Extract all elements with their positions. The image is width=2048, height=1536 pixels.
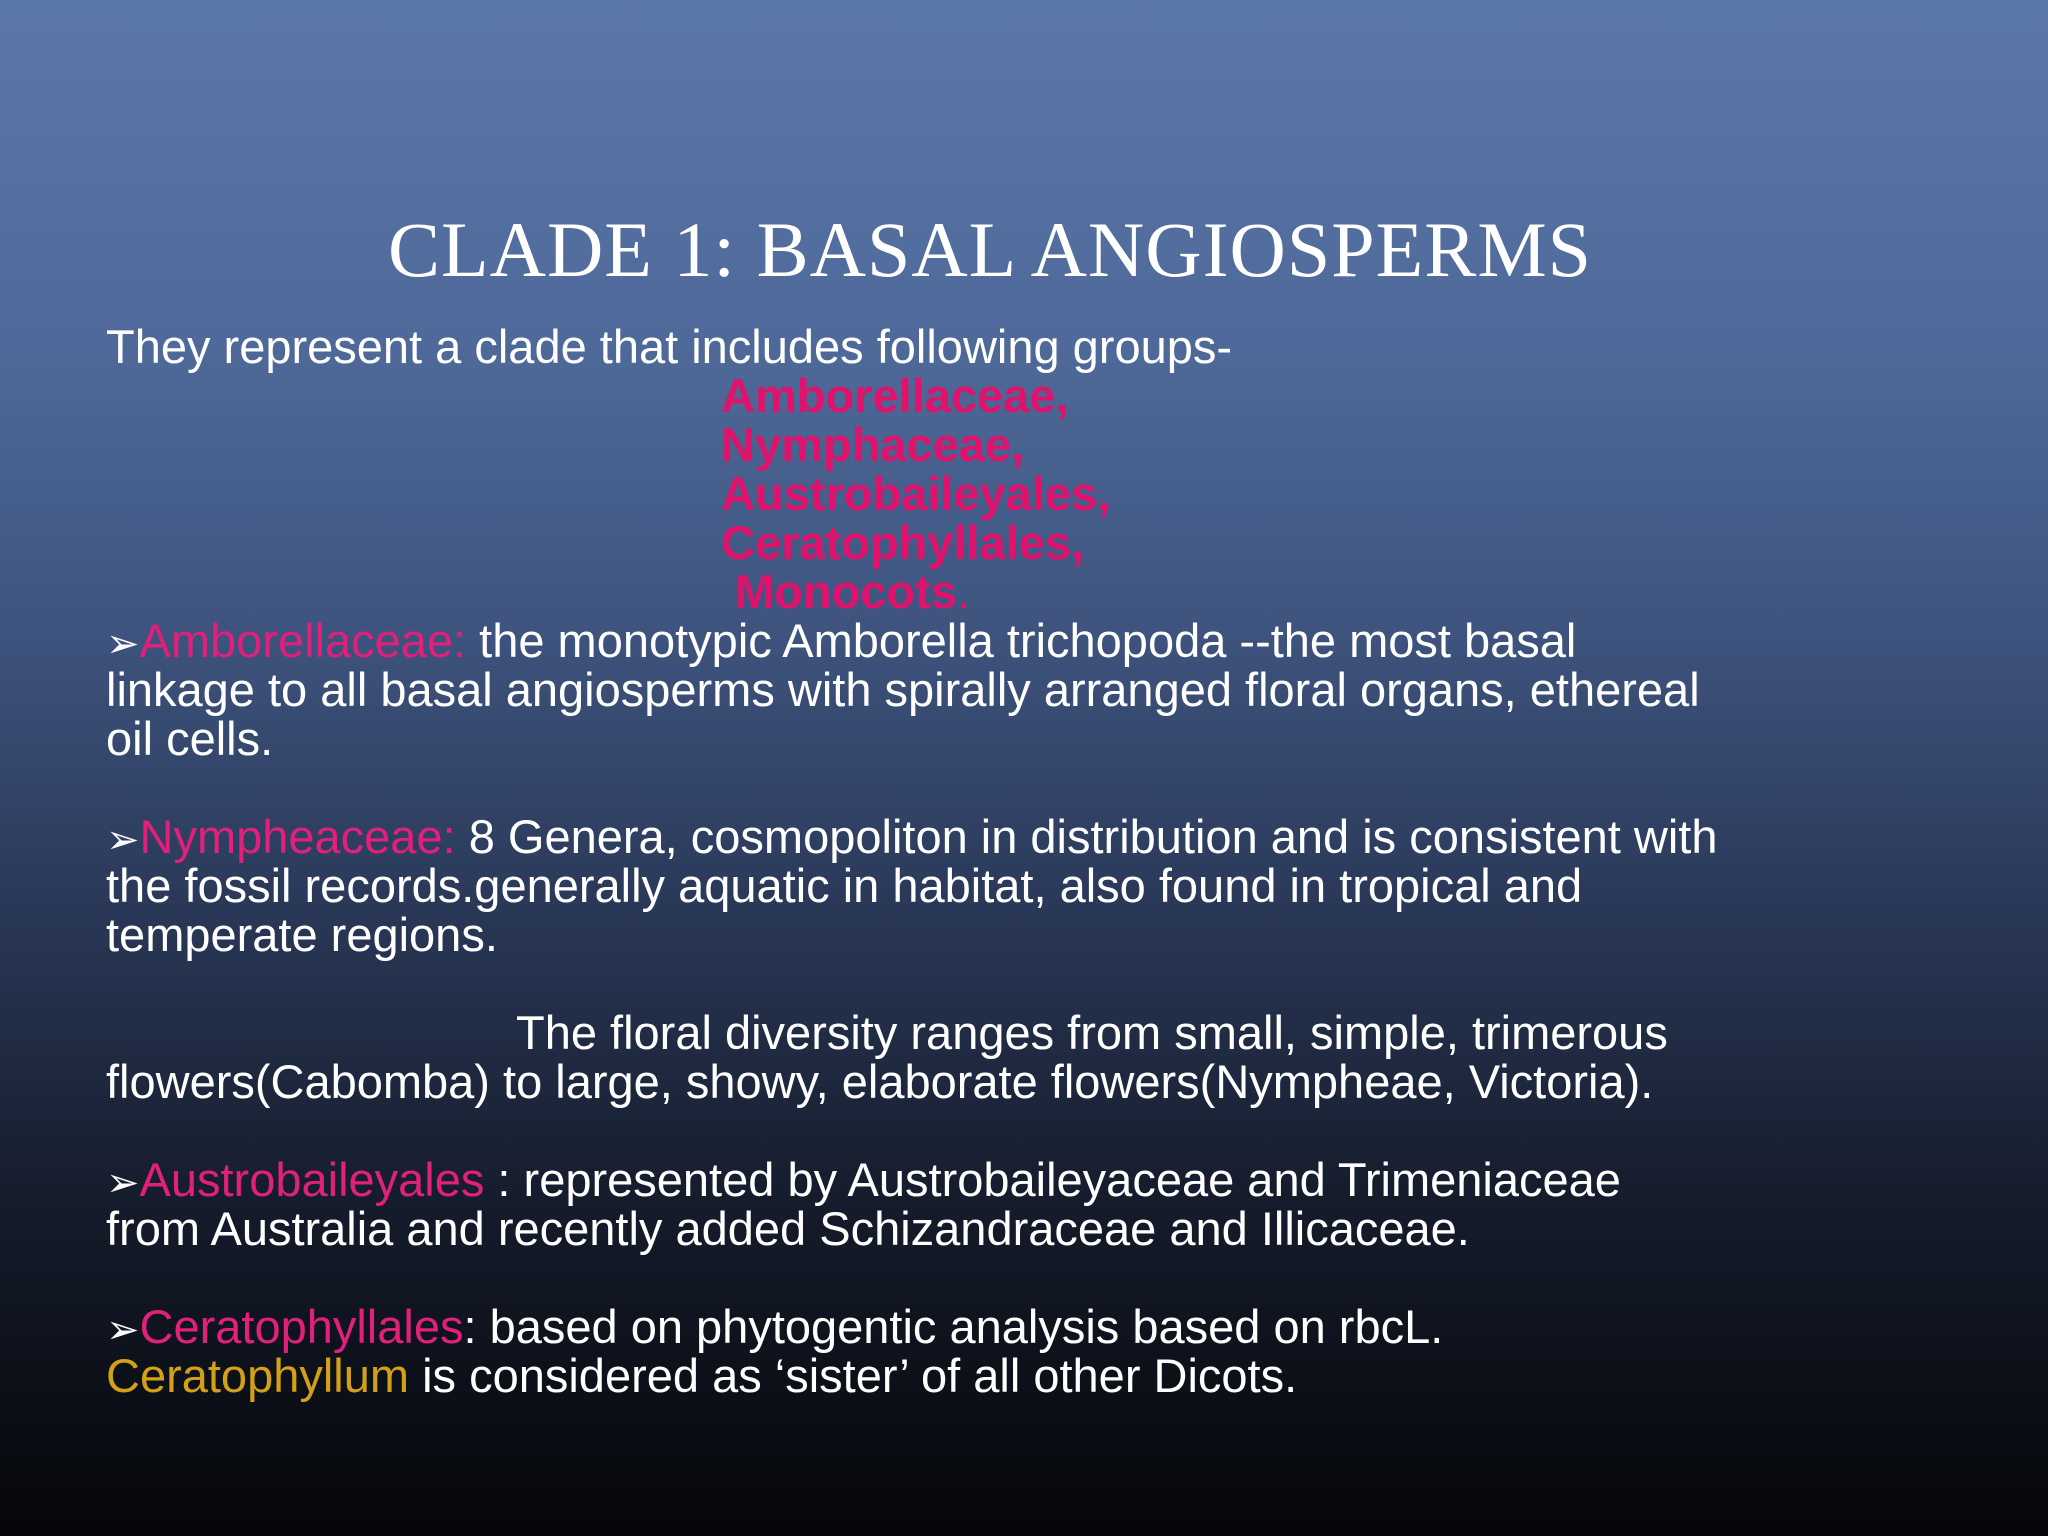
- group-item: Ceratophyllales,: [721, 516, 1085, 569]
- bullet-text-line: linkage to all basal angiosperms with spirally arranged floral organs, ethereal: [106, 663, 1700, 716]
- group-item: Austrobaileyales,: [721, 467, 1111, 520]
- bullet-term: Austrobaileyales: [139, 1153, 485, 1206]
- bullet-text-line: from Australia and recently added Schizandraceae and Illicaceae.: [106, 1202, 1470, 1255]
- slide-body: [106, 322, 1986, 1400]
- group-item-label: Monocots: [735, 565, 957, 618]
- bullet-text-line: [106, 1351, 1986, 1400]
- group-item: Nymphaceae,: [721, 418, 1025, 471]
- arrow-bullet-icon: ➢: [106, 622, 140, 666]
- spacer: [106, 959, 1986, 1008]
- bullet-text: 8 Genera, cosmopoliton in distribution and is consistent with: [455, 810, 1718, 863]
- bullet-term: Ceratophyllales: [139, 1300, 464, 1353]
- bullet-text: the monotypic Amborella trichopoda --the most basal: [466, 614, 1577, 667]
- group-item: Amborellaceae,: [721, 369, 1069, 422]
- bullet-amborellaceae: [106, 616, 1986, 665]
- bullet-text-line: oil cells.: [106, 712, 274, 765]
- group-list: [106, 371, 1986, 616]
- slide-title: CLADE 1: BASAL ANGIOSPERMS: [387, 206, 1593, 293]
- arrow-bullet-icon: ➢: [106, 1161, 140, 1205]
- bullet-austrobaileyales: [106, 1155, 1986, 1204]
- genus-name: Ceratophyllum: [106, 1349, 410, 1402]
- group-item-monocots: [721, 567, 1986, 616]
- arrow-bullet-icon: ➢: [106, 1308, 140, 1352]
- spacer: [106, 763, 1986, 812]
- bullet-text: : represented by Austrobaileyaceae and Trimeniaceae: [484, 1153, 1621, 1206]
- bullet-text: is considered as ‘sister’ of all other Dicots.: [409, 1349, 1298, 1402]
- spacer: [106, 1253, 1986, 1302]
- bullet-text-line: flowers(Cabomba) to large, showy, elaborate flowers(Nympheae, Victoria).: [106, 1055, 1654, 1108]
- bullet-ceratophyllales: [106, 1302, 1986, 1351]
- arrow-bullet-icon: ➢: [106, 818, 140, 862]
- bullet-term: Nympheaceae:: [139, 810, 456, 863]
- spacer: [106, 1106, 1986, 1155]
- bullet-nympheaceae: [106, 812, 1986, 861]
- intro-line: They represent a clade that includes following groups-: [106, 320, 1233, 373]
- bullet-text-line: The floral diversity ranges from small, simple, trimerous: [516, 1006, 1668, 1059]
- bullet-text-line: the fossil records.generally aquatic in habitat, also found in tropical and: [106, 859, 1583, 912]
- bullet-text: : based on phytogentic analysis based on rbcL.: [463, 1300, 1444, 1353]
- group-item-period: .: [956, 565, 970, 618]
- bullet-term: Amborellaceae:: [139, 614, 467, 667]
- bullet-text-line: temperate regions.: [106, 908, 498, 961]
